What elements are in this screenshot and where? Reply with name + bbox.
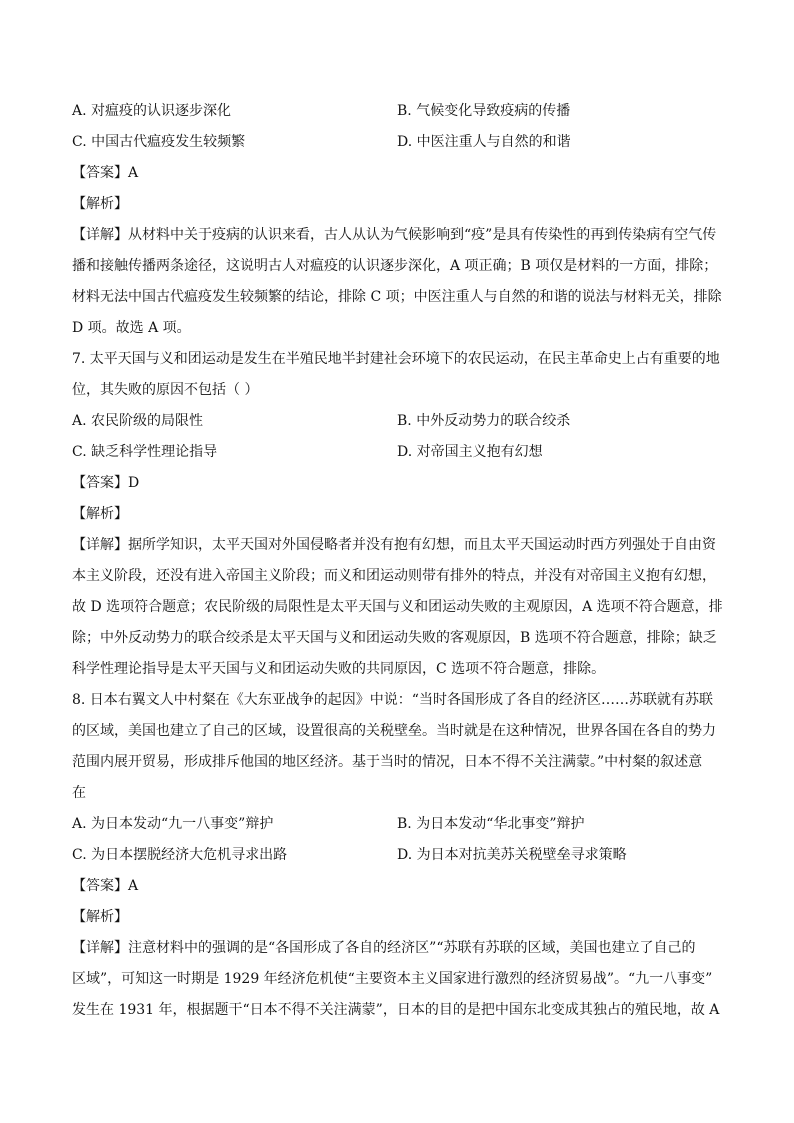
q8-option-a: A. 为日本发动“九一八事变”辩护 <box>72 816 274 832</box>
q6-options-row-1 <box>72 96 724 127</box>
q6-detail-line-3: 材料无法中国古代瘟疫发生较频繁的结论，排除 C 项；中医注重人与自然的和谐的说法与材料无关，排除 <box>72 289 722 305</box>
q7-detail-line-1: 【详解】据所学知识，太平天国对外国侵略者并没有抱有幻想，而且太平天国运动时西方列强处于自由资 <box>72 537 716 553</box>
q7-detail-line-3: 故 D 选项符合题意；农民阶级的局限性是太平天国与义和团运动失败的主观原因，A 选项不符合题意，排 <box>72 599 723 615</box>
q6-detail-line-1: 【详解】从材料中关于疫病的认识来看，古人从认为气候影响到“疫”是具有传染性的再到传染病有空气传 <box>72 227 717 243</box>
q7-option-b: B. 中外反动势力的联合绞杀 <box>397 413 571 429</box>
q7-options-row-1 <box>72 406 724 437</box>
q6-analysis-label: 【解析】 <box>72 196 128 212</box>
q7-detail-line-2: 本主义阶段，还没有进入帝国主义阶段；而义和团运动则带有排外的特点，并没有对帝国主义抱有幻想， <box>72 568 716 584</box>
q6-option-d: D. 中医注重人与自然的和谐 <box>397 134 571 150</box>
q8-answer: 【答案】A <box>72 878 139 894</box>
q8-detail-line-2: 区域”，可知这一时期是 1929 年经济危机使“主要资本主义国家进行激烈的经济贸易战”。“九一八事变” <box>72 971 713 987</box>
q6-answer: 【答案】A <box>72 165 139 181</box>
q8-option-d: D. 为日本对抗美苏关税壁垒寻求策略 <box>397 847 627 863</box>
q7-analysis-label: 【解析】 <box>72 506 128 522</box>
q8-option-c: C. 为日本摆脱经济大危机寻求出路 <box>72 847 288 863</box>
q8-stem-line-3: 范围内展开贸易，形成排斥他国的地区经济。基于当时的情况，日本不得不关注满蒙。”中村粲的叙述意 <box>72 754 703 770</box>
q8-stem-line-4: 在 <box>72 785 86 801</box>
q8-stem-line-2: 的区域，美国也建立了自己的区域，设置很高的关税壁垒。当时就是在这种情况，世界各国在各自的势力 <box>72 723 716 739</box>
q6-option-c: C. 中国古代瘟疫发生较频繁 <box>72 134 246 150</box>
q7-option-a: A. 农民阶级的局限性 <box>72 413 204 429</box>
q7-stem-line-1: 7. 太平天国与义和团运动是发生在半殖民地半封建社会环境下的农民运动，在民主革命史上占有重要的地 <box>72 351 720 367</box>
q8-analysis-label: 【解析】 <box>72 909 128 925</box>
q6-detail-line-4: D 项。故选 A 项。 <box>72 320 191 336</box>
q8-detail-line-3: 发生在 1931 年，根据题干“日本不得不关注满蒙”，日本的目的是把中国东北变成其独占的殖民地，故 A <box>72 1002 720 1018</box>
q7-option-c: C. 缺乏科学性理论指导 <box>72 444 218 460</box>
q7-detail-line-4: 除；中外反动势力的联合绞杀是太平天国与义和团运动失败的客观原因，B 选项不符合题意，排除；缺乏 <box>72 630 717 646</box>
q8-options-row-1 <box>72 809 724 840</box>
q7-options-row-2 <box>72 437 724 468</box>
q8-option-b: B. 为日本发动“华北事变”辩护 <box>397 816 585 832</box>
q8-stem-line-1: 8. 日本右翼文人中村粲在《大东亚战争的起因》中说：“当时各国形成了各自的经济区……苏联就有苏联 <box>72 692 713 708</box>
q7-answer: 【答案】D <box>72 475 140 491</box>
q7-option-d: D. 对帝国主义抱有幻想 <box>397 444 543 460</box>
q7-stem-line-2: 位，其失败的原因不包括（ ） <box>72 382 259 398</box>
q6-options-row-2 <box>72 127 724 158</box>
q6-detail-line-2: 播和接触传播两条途径，这说明古人对瘟疫的认识逐步深化，A 项正确；B 项仅是材料的一方面，排除； <box>72 258 718 274</box>
q6-option-a: A. 对瘟疫的认识逐步深化 <box>72 103 232 119</box>
q6-option-b: B. 气候变化导致疫病的传播 <box>397 103 571 119</box>
question-content <box>72 96 724 1026</box>
q7-detail-line-5: 科学性理论指导是太平天国与义和团运动失败的共同原因，C 选项不符合题意，排除。 <box>72 661 606 677</box>
q8-detail-line-1: 【详解】注意材料中的强调的是“各国形成了各自的经济区”“苏联有苏联的区域，美国也建立了自己的 <box>72 940 696 956</box>
q8-options-row-2 <box>72 840 724 871</box>
